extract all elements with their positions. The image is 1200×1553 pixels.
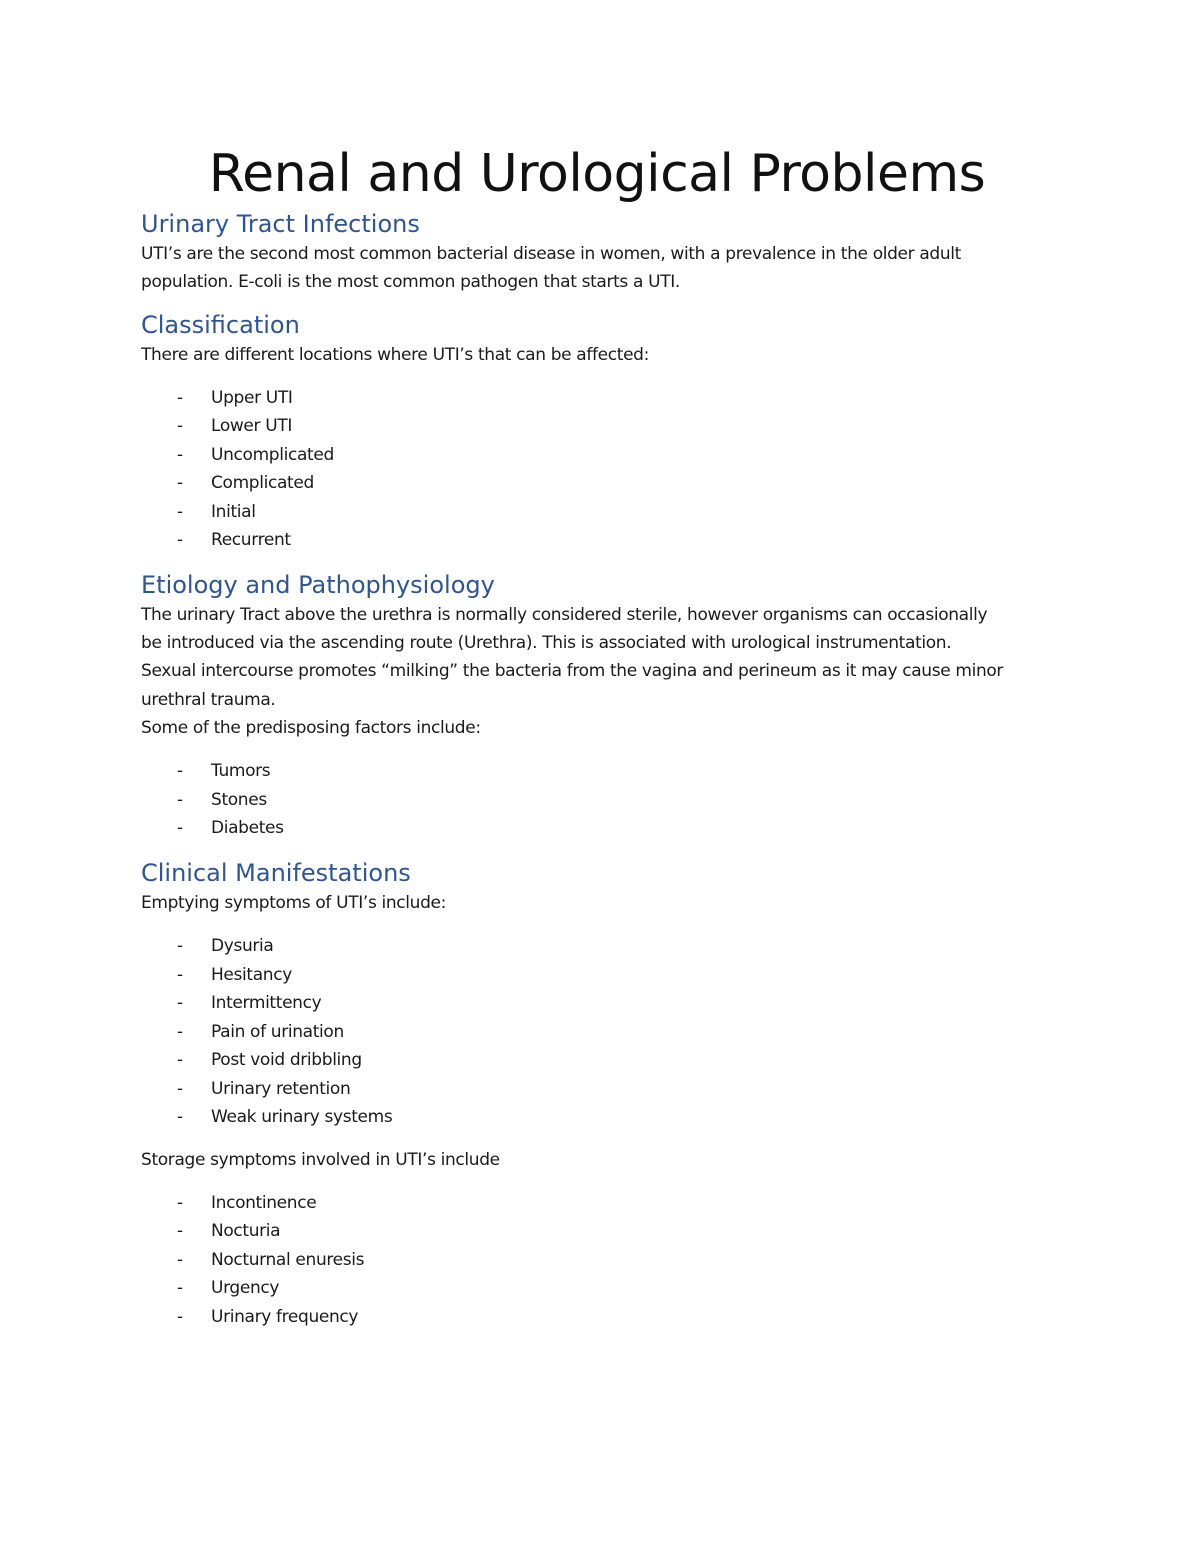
dash-bullet: - xyxy=(177,761,183,782)
dash-bullet: - xyxy=(177,818,183,839)
dash-bullet: - xyxy=(177,1221,183,1242)
dash-bullet: - xyxy=(177,1192,183,1213)
list-item: - Nocturnal enuresis xyxy=(141,1246,1061,1275)
dash-bullet: - xyxy=(177,993,183,1014)
classification-intro: There are different locations where UTI’s that can be affected: xyxy=(141,344,649,365)
document-page xyxy=(141,140,1061,1345)
list-item: - Intermittency xyxy=(141,989,1061,1018)
heading-classification: Classification xyxy=(141,310,300,339)
list-item: - Diabetes xyxy=(141,814,1061,843)
list-item: - Pain of urination xyxy=(141,1018,1061,1047)
list-item: - Tumors xyxy=(141,757,1061,786)
dash-bullet: - xyxy=(177,1078,183,1099)
list-item: - Upper UTI xyxy=(141,384,1061,413)
etiology-line-1: The urinary Tract above the urethra is normally considered sterile, however organisms can occasionally xyxy=(141,604,988,625)
dash-bullet: - xyxy=(177,1249,183,1270)
heading-urinary-tract-infections: Urinary Tract Infections xyxy=(141,210,420,238)
dash-bullet: - xyxy=(177,1306,183,1327)
dash-bullet: - xyxy=(177,501,183,522)
dash-bullet: - xyxy=(177,473,183,494)
etiology-paragraph xyxy=(141,601,1061,742)
heading-clinical-manifestations: Clinical Manifestations xyxy=(141,858,411,887)
list-item: - Complicated xyxy=(141,469,1061,498)
uti-paragraph xyxy=(141,240,1061,297)
dash-bullet: - xyxy=(177,416,183,437)
list-item: - Uncomplicated xyxy=(141,441,1061,470)
dash-bullet: - xyxy=(177,964,183,985)
dash-bullet: - xyxy=(177,444,183,465)
etiology-line-2: be introduced via the ascending route (Urethra). This is associated with urological instrumentation. xyxy=(141,633,952,654)
list-item: - Post void dribbling xyxy=(141,1046,1061,1075)
list-item: - Recurrent xyxy=(141,526,1061,555)
uti-paragraph-line-2: population. E-coli is the most common pathogen that starts a UTI. xyxy=(141,272,680,293)
dash-bullet: - xyxy=(177,1107,183,1128)
document-title: Renal and Urological Problems xyxy=(208,144,986,204)
list-item: - Incontinence xyxy=(141,1189,1061,1218)
list-item: - Lower UTI xyxy=(141,412,1061,441)
list-item: - Urinary frequency xyxy=(141,1303,1061,1332)
dash-bullet: - xyxy=(177,1050,183,1071)
list-item: - Initial xyxy=(141,498,1061,527)
predisposing-factors-list xyxy=(141,757,1061,843)
dash-bullet: - xyxy=(177,936,183,957)
storage-symptoms-list xyxy=(141,1189,1061,1332)
storage-intro: Storage symptoms involved in UTI’s include xyxy=(141,1149,500,1170)
emptying-symptoms-list xyxy=(141,932,1061,1132)
classification-list xyxy=(141,384,1061,555)
list-item: - Weak urinary systems xyxy=(141,1103,1061,1132)
list-item: - Stones xyxy=(141,786,1061,815)
dash-bullet: - xyxy=(177,1021,183,1042)
etiology-line-3: Sexual intercourse promotes “milking” the bacteria from the vagina and perineum as it may cause minor xyxy=(141,661,1004,682)
list-item: - Urgency xyxy=(141,1274,1061,1303)
etiology-line-5: Some of the predisposing factors include: xyxy=(141,718,481,739)
dash-bullet: - xyxy=(177,387,183,408)
list-item: - Urinary retention xyxy=(141,1075,1061,1104)
list-item: - Nocturia xyxy=(141,1217,1061,1246)
list-item: - Dysuria xyxy=(141,932,1061,961)
dash-bullet: - xyxy=(177,1278,183,1299)
heading-etiology-pathophysiology: Etiology and Pathophysiology xyxy=(141,570,495,599)
uti-paragraph-line-1: UTI’s are the second most common bacterial disease in women, with a prevalence in the older adult xyxy=(141,244,961,264)
list-item: - Hesitancy xyxy=(141,961,1061,990)
etiology-line-4: urethral trauma. xyxy=(141,689,276,710)
dash-bullet: - xyxy=(177,530,183,551)
emptying-intro: Emptying symptoms of UTI’s include: xyxy=(141,892,447,913)
dash-bullet: - xyxy=(177,789,183,810)
